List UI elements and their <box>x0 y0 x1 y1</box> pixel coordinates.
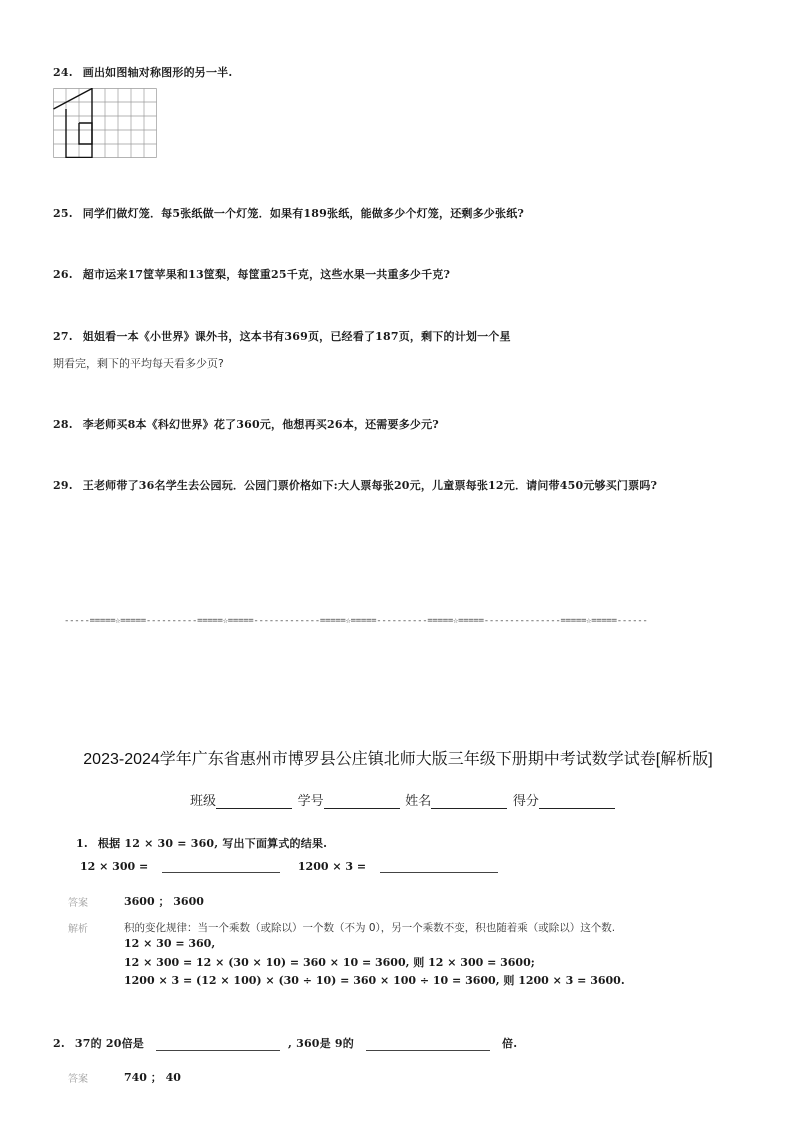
question-number: 27. <box>53 330 73 343</box>
q1-blank-2[interactable] <box>380 860 498 873</box>
q1-analysis-line: 12 × 30 = 360, <box>124 937 216 950</box>
class-field[interactable] <box>216 795 292 809</box>
q1-analysis-line: 12 × 300 = 12 × (30 × 10) = 360 × 10 = 3600, 则 12 × 300 = 3600; <box>124 956 535 969</box>
question-text: 王老师带了36名学生去公园玩．公园门票价格如下:大人票每张20元，儿童票每张12元．请问带450元够买门票吗? <box>82 479 658 492</box>
q1-analysis-line: 1200 × 3 = (12 × 100) × (30 ÷ 10) = 360 × 100 ÷ 10 = 3600, 则 1200 × 3 = 3600. <box>124 974 625 987</box>
question-text: 超市运来17筐苹果和13筐梨，每筐重25千克，这些水果一共重多少千克? <box>82 268 451 281</box>
question-text-c: 倍. <box>502 1037 518 1050</box>
question-number: 2. <box>53 1037 65 1050</box>
question-number: 28. <box>53 418 73 431</box>
student-id-field[interactable] <box>324 795 400 809</box>
student-info-row <box>190 790 617 809</box>
question-28 <box>53 416 439 432</box>
question-26 <box>53 266 450 282</box>
question-text-b: , 360是 9的 <box>288 1037 354 1050</box>
question-27 <box>53 328 511 344</box>
question-text: 姐姐看一本《小世界》课外书，这本书有369页，已经看了187页，剩下的计划一个星 <box>82 330 511 343</box>
question-text-a: 37的 20倍是 <box>74 1037 144 1050</box>
q1-expr-2: 1200 × 3 = <box>297 860 367 873</box>
question-27-continuation: 期看完，剩下的平均每天看多少页? <box>53 357 224 370</box>
q1-expressions <box>80 860 498 873</box>
question-number: 29. <box>53 479 73 492</box>
question-text: 同学们做灯笼．每5张纸做一个灯笼．如果有189张纸，能做多少个灯笼，还剩多少张纸? <box>82 207 525 220</box>
question-25 <box>53 205 524 221</box>
name-field[interactable] <box>431 795 507 809</box>
page-title: 2023-2024学年广东省惠州市博罗县公庄镇北师大版三年级下册期中考试数学试卷[解析版] <box>83 751 713 768</box>
question-number: 1. <box>76 837 88 850</box>
question-24 <box>53 64 232 80</box>
question-29 <box>53 477 657 493</box>
question-number: 26. <box>53 268 73 281</box>
q1-analysis-label: 解析 <box>68 924 88 935</box>
q2-blank-2[interactable] <box>366 1038 490 1051</box>
question-text: 李老师买8本《科幻世界》花了360元，他想再买26本，还需要多少元? <box>82 418 439 431</box>
question-text: 画出如图轴对称图形的另一半. <box>82 66 233 79</box>
question-number: 24. <box>53 66 73 79</box>
grid-lines <box>54 89 157 158</box>
q1-analysis-line: 积的变化规律：当一个乘数（或除以）一个数（不为 0），另一个乘数不变，积也随着乘（或除以）这个数. <box>124 922 616 934</box>
q1-answer-label: 答案 <box>68 898 88 909</box>
q1-answer: 3600 ； 3600 <box>124 895 204 908</box>
q1-blank-1[interactable] <box>162 860 280 873</box>
question-text: 根据 12 × 30 = 360, 写出下面算式的结果. <box>97 837 328 850</box>
score-field[interactable] <box>539 795 615 809</box>
student-id-label: 学号 <box>297 793 324 808</box>
section-divider: -----=====☆=====----------=====☆=====-------------=====☆=====----------=====☆=====---------------=====☆=====------ <box>64 616 648 626</box>
score-label: 得分 <box>512 793 539 808</box>
question-1 <box>76 835 327 851</box>
symmetry-grid-figure <box>53 88 157 158</box>
question-2 <box>53 1035 517 1051</box>
class-label: 班级 <box>190 793 217 808</box>
half-figure <box>54 89 93 158</box>
question-number: 25. <box>53 207 73 220</box>
q1-expr-1: 12 × 300 = <box>80 860 149 873</box>
q2-answer: 740 ； 40 <box>124 1071 181 1084</box>
q2-blank-1[interactable] <box>156 1038 280 1051</box>
q2-answer-label: 答案 <box>68 1074 88 1085</box>
name-label: 姓名 <box>405 793 432 808</box>
